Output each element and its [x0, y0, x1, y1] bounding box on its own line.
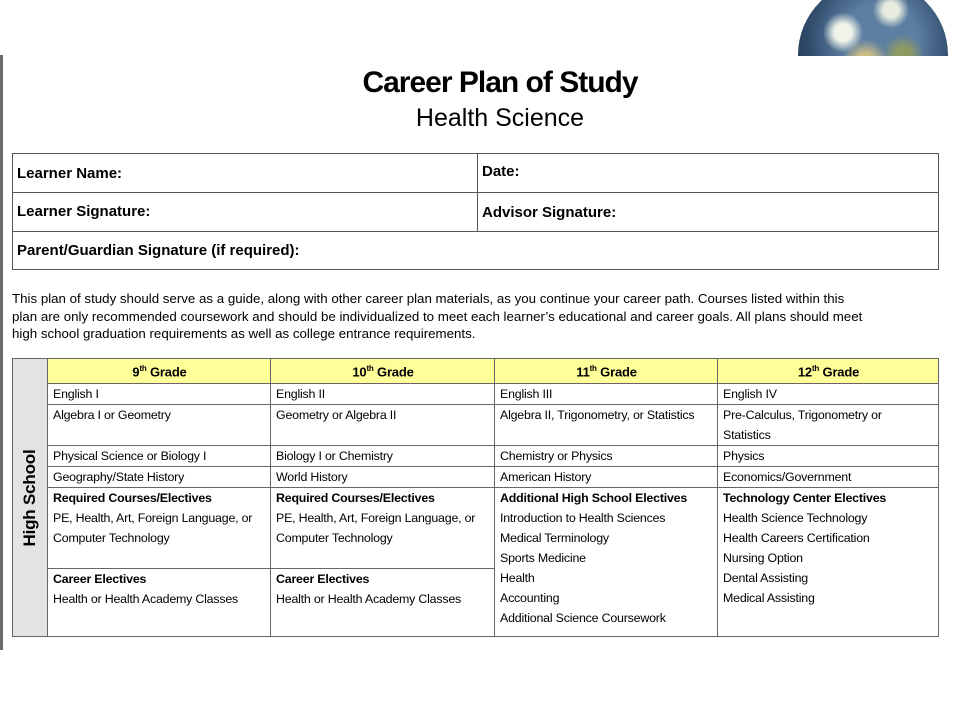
course-cell: English III	[495, 384, 718, 405]
course-cell: Biology I or Chemistry	[271, 446, 495, 467]
side-label-text: High School	[20, 449, 39, 546]
page-subtitle: Health Science	[415, 104, 585, 132]
intro-line: This plan of study should serve as a guide, along with other career plan materials, as you continue your career path. Courses listed within this	[12, 291, 845, 306]
course-cell: English II	[271, 384, 495, 405]
high-school-side-label	[13, 359, 48, 637]
course-cell: World History	[271, 467, 495, 488]
course-cell: Algebra II, Trigonometry, or Statistics	[495, 405, 718, 446]
parent-signature-field[interactable]: Parent/Guardian Signature (if required):	[13, 232, 939, 270]
career-electives-10: Career Electives Health or Health Academy Classes	[271, 569, 495, 637]
course-cell: American History	[495, 467, 718, 488]
course-cell: Chemistry or Physics	[495, 446, 718, 467]
career-electives-9: Career Electives Health or Health Academy Classes	[48, 569, 271, 637]
learner-info-table	[12, 153, 939, 270]
course-cell: Geometry or Algebra II	[271, 405, 495, 446]
course-cell: Economics/Government	[718, 467, 939, 488]
required-electives-10: Required Courses/Electives PE, Health, Art, Foreign Language, or Computer Technology	[271, 488, 495, 569]
intro-line: high school graduation requirements as well as college entrance requirements.	[12, 326, 476, 341]
course-cell: English I	[48, 384, 271, 405]
advisor-signature-field[interactable]: Advisor Signature:	[478, 193, 939, 232]
grade-12-header: 12th Grade	[718, 359, 939, 384]
left-border-rule	[0, 55, 3, 650]
globe-image	[798, 0, 948, 56]
required-electives-9: Required Courses/Electives PE, Health, Art, Foreign Language, or Computer Technology	[48, 488, 271, 569]
page-title: Career Plan of Study	[362, 66, 638, 99]
intro-line: plan are only recommended coursework and should be individualized to meet each learner’s educational and career goals. All plans should meet	[12, 308, 863, 324]
course-cell: Geography/State History	[48, 467, 271, 488]
technology-center-electives: Technology Center Electives Health Science Technology Health Careers Certification Nursing Option Dental Assisting Medical Assisting	[718, 488, 939, 637]
course-cell: Physics	[718, 446, 939, 467]
course-cell: Pre-Calculus, Trigonometry or Statistics	[718, 405, 939, 446]
date-field[interactable]: Date:	[478, 154, 939, 193]
course-cell: English IV	[718, 384, 939, 405]
learner-name-field[interactable]: Learner Name:	[13, 154, 478, 193]
grade-9-header: 9th Grade	[48, 359, 271, 384]
grade-10-header: 10th Grade	[271, 359, 495, 384]
grade-11-header: 11th Grade	[495, 359, 718, 384]
intro-paragraph	[12, 290, 947, 343]
course-cell: Physical Science or Biology I	[48, 446, 271, 467]
additional-hs-electives: Additional High School Electives Introduction to Health Sciences Medical Terminology Sports Medicine Health Accounting Additional Science Coursework	[495, 488, 718, 637]
course-cell: Algebra I or Geometry	[48, 405, 271, 446]
learner-signature-field[interactable]: Learner Signature:	[13, 193, 478, 232]
plan-of-study-table	[12, 358, 939, 637]
